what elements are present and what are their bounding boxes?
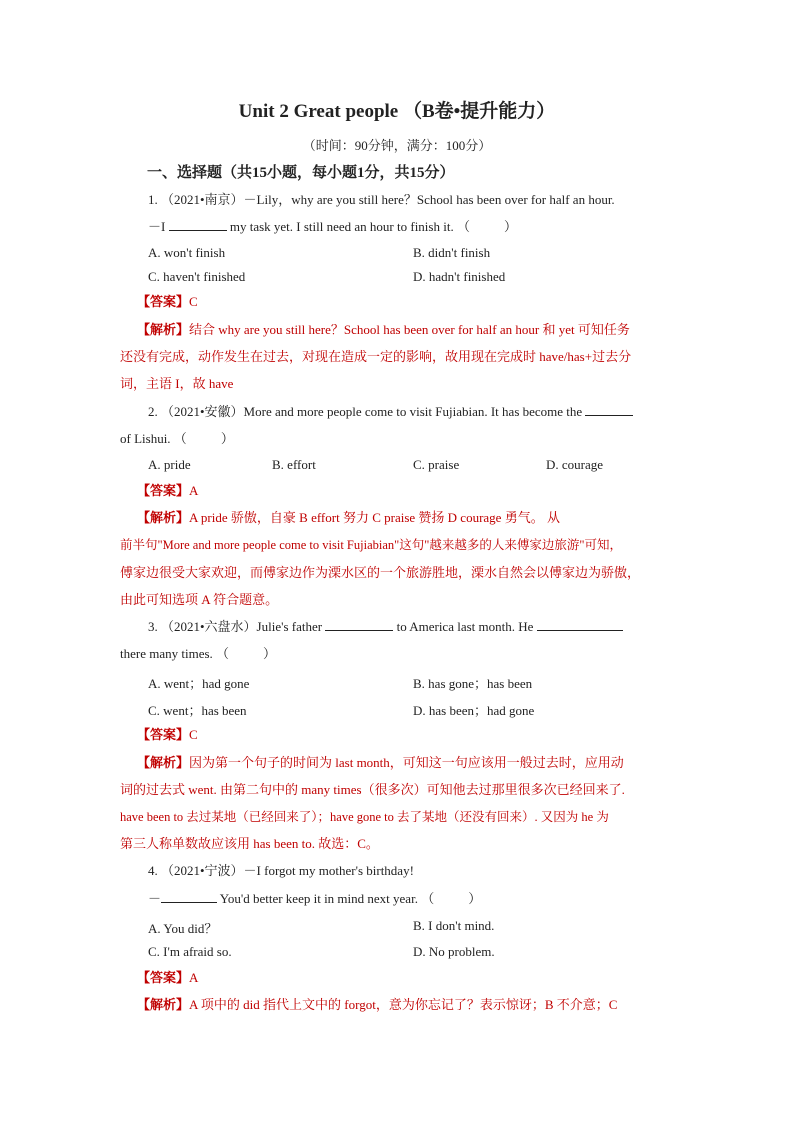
q1-analysis-line2: 还没有完成，动作发生在过去，对现在造成一定的影响，故用现在完成时 have/has+过去分 [120, 349, 632, 364]
q3-answer: 【答案】C [137, 727, 198, 742]
answer-blank [585, 403, 633, 416]
section-heading: 一、选择题（共15小题，每小题1分，共15分） [147, 165, 455, 181]
q4-answer: 【答案】A [137, 970, 199, 985]
q1-answer: 【答案】C [137, 294, 198, 309]
answer-blank [537, 618, 623, 631]
q4-stem: 4. （2021•宁波）－I forgot my mother's birthday! [148, 863, 414, 878]
q3-option-c: C. went；has been [148, 703, 247, 718]
q1-analysis-line1: 【解析】结合 why are you still here？School has been over for half an hour 和 yet 可知任务 [137, 322, 630, 337]
q2-analysis-line4: 由此可知选项 A 符合题意。 [120, 592, 279, 607]
q2-answer: 【答案】A [137, 483, 199, 498]
q2-analysis-line3: 傅家边很受大家欢迎，而傅家边作为溧水区的一个旅游胜地，溧水自然会以傅家边为骄傲， [120, 565, 641, 580]
answer-blank [325, 618, 393, 631]
q2-option-b: B. effort [272, 457, 316, 472]
q2-option-a: A. pride [148, 457, 191, 472]
q1-option-b: B. didn't finish [413, 245, 491, 260]
q2-option-c: C. praise [413, 457, 460, 472]
q2-analysis-line1: 【解析】A pride 骄傲，自豪 B effort 努力 C praise 赞扬 D courage 勇气。 从 [137, 510, 560, 525]
q1-analysis-line3: 词，主语 I，故 have [120, 376, 234, 391]
q3-stem-line2: there many times. （ ） [120, 646, 277, 661]
q4-option-d: D. No problem. [413, 944, 495, 959]
q1-option-c: C. haven't finished [148, 269, 246, 284]
q4-stem-line2: － You'd better keep it in mind next year. （ ） [148, 891, 482, 906]
q2-analysis-line2: 前半句"More and more people come to visit Fujiabian"这句"越来越多的人来傅家边旅游"可知， [120, 538, 622, 552]
q4-option-a: A. You did？ [148, 921, 218, 936]
q3-option-a: A. went；had gone [148, 676, 250, 691]
answer-blank [161, 890, 217, 903]
q3-stem: 3. （2021•六盘水）Julie's father to America last month. He [148, 618, 623, 636]
q4-analysis-line1: 【解析】A 项中的 did 指代上文中的 forgot，意为你忘记了？表示惊讶；B 不介意；C [137, 997, 618, 1012]
q3-analysis-line2: 词的过去式 went. 由第二句中的 many times（很多次）可知他去过那里很多次已经回来了. [120, 782, 625, 797]
q1-stem-line2: －I my task yet. I still need an hour to finish it. （ ） [148, 219, 517, 234]
q1-option-a: A. won't finish [148, 245, 226, 260]
q4-option-c: C. I'm afraid so. [148, 944, 232, 959]
q2-stem-line2: of Lishui. （ ） [120, 431, 234, 446]
page-subtitle: （时间：90分钟，满分：100分） [302, 138, 492, 153]
q2-stem: 2. （2021•安徽）More and more people come to visit Fujiabian. It has become the [148, 403, 633, 421]
page-title: Unit 2 Great people （B卷•提升能力） [238, 101, 556, 122]
q4-option-b: B. I don't mind. [413, 918, 495, 933]
q3-analysis-line1: 【解析】因为第一个句子的时间为 last month，可知这一句应该用一般过去时，应用动 [137, 755, 624, 770]
q1-option-d: D. hadn't finished [413, 269, 506, 284]
q3-option-d: D. has been；had gone [413, 703, 535, 718]
q3-analysis-line4: 第三人称单数故应该用 has been to. 故选：C。 [120, 836, 379, 851]
q3-analysis-line3: have been to 去过某地（已经回来了）；have gone to 去了某地（还没有回来）. 又因为 he 为 [120, 810, 609, 824]
q3-option-b: B. has gone；has been [413, 676, 533, 691]
q2-option-d: D. courage [546, 457, 604, 472]
answer-blank [169, 218, 227, 231]
q1-stem: 1. （2021•南京）－Lily，why are you still here？School has been over for half an hour. [148, 192, 615, 207]
